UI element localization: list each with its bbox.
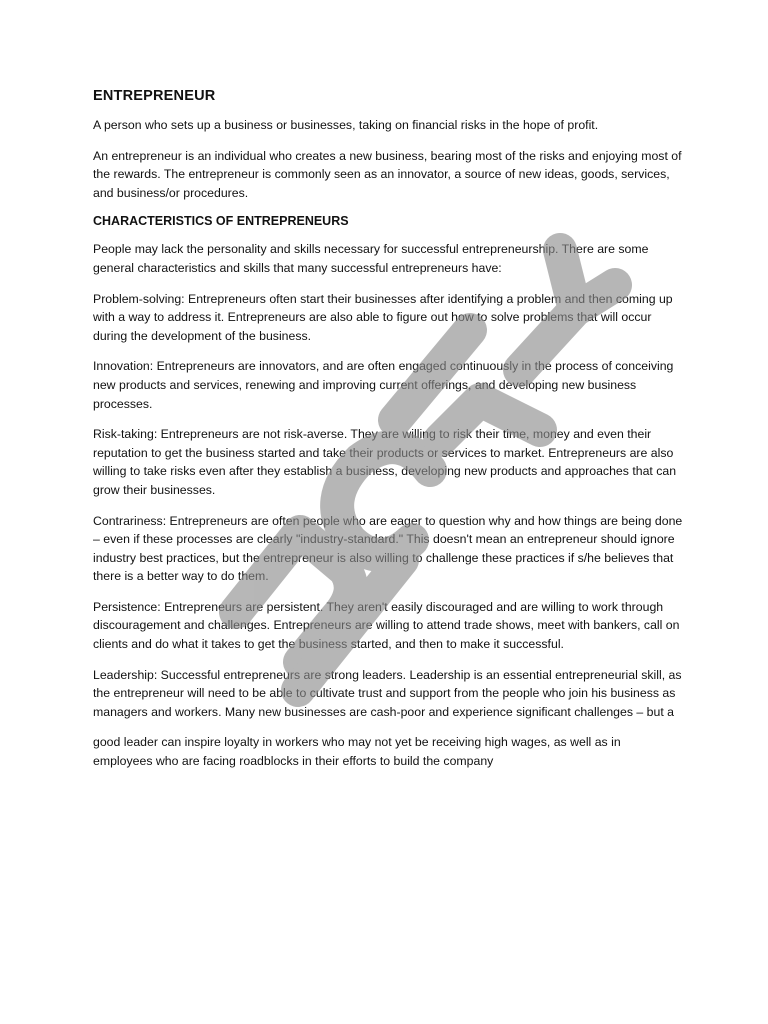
section-intro-paragraph: People may lack the personality and skills necessary for successful entrepreneurship. There are some general characteristics and skills that many successful entrepreneurs have:	[93, 242, 649, 275]
leadership-paragraph: Leadership: Successful entrepreneurs are strong leaders. Leadership is an essential entrepreneurial skill, as the entrepreneur will need to be able to cultivate trust and support from the people who join his business as managers and workers. Many new businesses are cash-poor and experience significant challenges – but a	[93, 667, 682, 719]
definition-paragraph: A person who sets up a business or businesses, taking on financial risks in the hope of profit.	[93, 118, 599, 132]
document-page	[93, 88, 683, 783]
contrariness-paragraph: Contrariness: Entrepreneurs are often people who are eager to question why and how things are being done – even if these processes are clearly "industry-standard." This doesn't mean an entrepreneur should ignore industry best practices, but the entrepreneur is also willing to challenge these practices if s/he believes that there is a better way to do them.	[93, 513, 683, 584]
section-heading: CHARACTERISTICS OF ENTREPRENEURS	[93, 214, 349, 229]
innovation-paragraph: Innovation: Entrepreneurs are innovators, and are often engaged continuously in the process of conceiving new products and services, renewing and improving current offerings, and developing new business processes.	[93, 359, 674, 411]
problem-solving-paragraph: Problem-solving: Entrepreneurs often start their businesses after identifying a problem and then coming up with a way to address it. Entrepreneurs are also able to figure out how to solve problems that will occur during the development of the business.	[93, 291, 673, 343]
persistence-paragraph: Persistence: Entrepreneurs are persistent. They aren't easily discouraged and are willing to work through discouragement and challenges. Entrepreneurs are willing to attend trade shows, meet with bankers, call on clients and do what it takes to get the business started, and then to make it successful.	[93, 599, 680, 652]
document-title: ENTREPRENEUR	[93, 88, 216, 104]
leadership-continued-paragraph: good leader can inspire loyalty in workers who may not yet be receiving high wages, as well as in employees who are facing roadblocks in their efforts to build the company	[93, 735, 621, 769]
intro-paragraph: An entrepreneur is an individual who creates a new business, bearing most of the risks and enjoying most of the rewards. The entrepreneur is commonly seen as an innovator, a source of new ideas, goods, services, and business/or procedures.	[93, 148, 682, 200]
risk-taking-paragraph: Risk-taking: Entrepreneurs are not risk-averse. They are willing to risk their time, money and even their reputation to get the business started and take their products or services to market. Entrepreneurs are also willing to take risks even after they establish a business, developing new products and approaches that can grow their businesses.	[93, 427, 677, 497]
